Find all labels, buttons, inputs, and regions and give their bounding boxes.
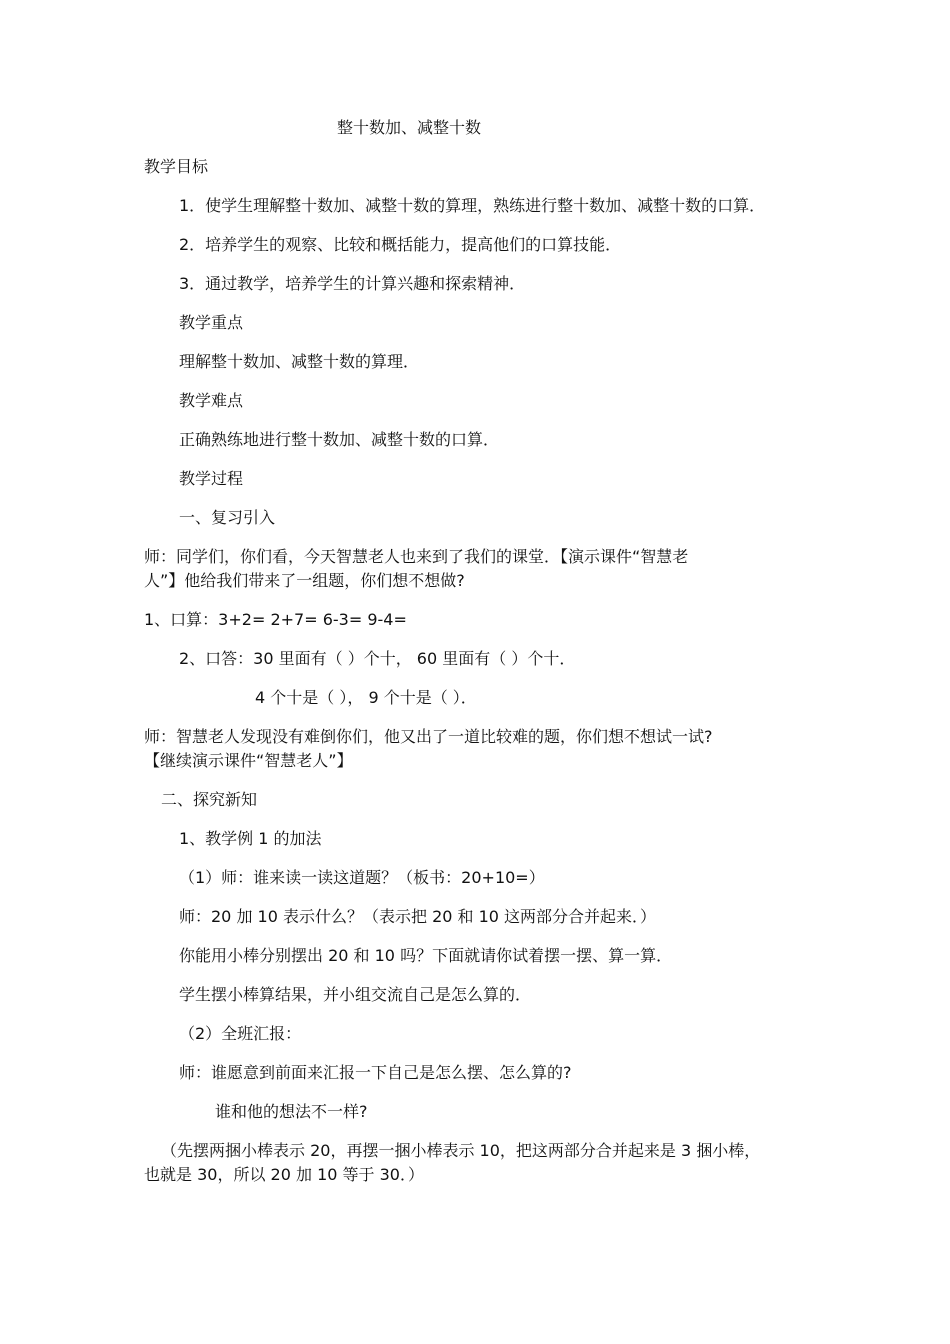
section-1-heading: 一、复习引入	[179, 508, 276, 527]
step-1: （1）师：谁来读一读这道题？（板书：20+10=）	[179, 868, 545, 887]
key-text: 理解整十数加、减整十数的算理．	[179, 352, 420, 371]
objective-3: 3．通过教学，培养学生的计算兴趣和探索精神．	[179, 274, 526, 293]
answer-line-2: 也就是 30，所以 20 加 10 等于 30．）	[144, 1165, 424, 1184]
section-2-heading: 二、探究新知	[161, 790, 258, 809]
oral-answer-2: 4 个十是（ ）， 9 个十是（ ）．	[255, 688, 477, 707]
answer-line-1: （先摆两捆小棒表示 20，再摆一捆小棒表示 10，把这两部分合并起来是 3 捆小棒，	[161, 1141, 761, 1160]
key-heading: 教学重点	[179, 313, 244, 332]
process-heading: 教学过程	[179, 469, 244, 488]
step-2-question-2: 谁和他的想法不一样?	[215, 1102, 368, 1121]
page-title: 整十数加、减整十数	[337, 118, 482, 137]
teacher-challenge-line-2: 【继续演示课件“智慧老人”】	[144, 751, 353, 770]
oral-answer-1: 2、口答：30 里面有（ ）个十， 60 里面有（ ）个十．	[179, 649, 576, 668]
objective-1: 1．使学生理解整十数加、减整十数的算理，熟练进行整十数加、减整十数的口算．	[179, 196, 766, 215]
difficulty-text: 正确熟练地进行整十数加、减整十数的口算．	[179, 430, 500, 449]
step-1-group: 学生摆小棒算结果，并小组交流自己是怎么算的．	[179, 985, 532, 1004]
step-1-question: 师：20 加 10 表示什么？（表示把 20 和 10 这两部分合并起来．）	[179, 907, 657, 926]
teacher-intro-line-2: 人”】他给我们带来了一组题，你们想不想做?	[144, 571, 465, 590]
step-2: （2）全班汇报：	[179, 1024, 302, 1043]
example-1-heading: 1、教学例 1 的加法	[179, 829, 322, 848]
teacher-challenge-line-1: 师：智慧老人发现没有难倒你们，他又出了一道比较难的题，你们想不想试一试?	[144, 727, 713, 746]
objective-2: 2．培养学生的观察、比较和概括能力，提高他们的口算技能．	[179, 235, 622, 254]
objectives-heading: 教学目标	[144, 157, 209, 176]
difficulty-heading: 教学难点	[179, 391, 244, 410]
step-2-question: 师：谁愿意到前面来汇报一下自己是怎么摆、怎么算的?	[179, 1063, 572, 1082]
teacher-intro-line-1: 师：同学们，你们看，今天智慧老人也来到了我们的课堂．【演示课件“智慧老	[144, 547, 689, 566]
oral-calculation: 1、口算：3+2= 2+7= 6-3= 9-4=	[144, 610, 407, 629]
step-1-task: 你能用小棒分别摆出 20 和 10 吗？下面就请你试着摆一摆、算一算．	[179, 946, 673, 965]
